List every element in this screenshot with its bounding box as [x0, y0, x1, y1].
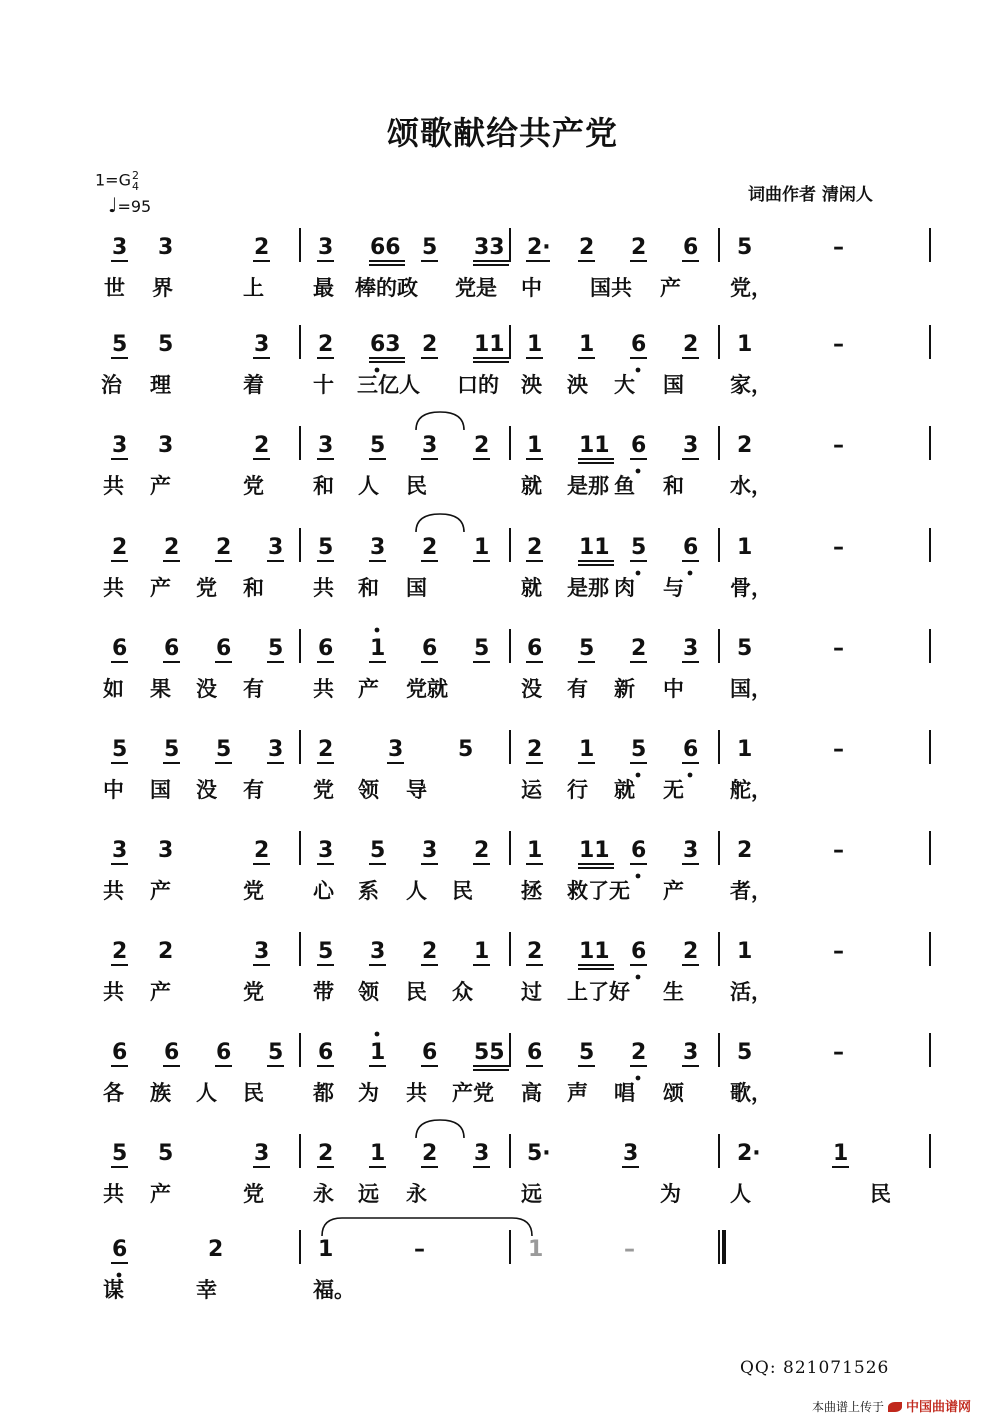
note: 5: [458, 737, 474, 762]
note: 5: [318, 535, 334, 560]
note: 1: [737, 332, 753, 357]
lyric: 族: [150, 1081, 171, 1105]
lyric: 远: [521, 1182, 542, 1206]
lyric: 是那: [567, 576, 609, 600]
lyric: 歌，: [730, 1081, 772, 1105]
note: 2: [254, 235, 270, 260]
lyric: 舵，: [730, 778, 772, 802]
note: –: [833, 737, 844, 762]
lyric: 就: [614, 778, 635, 802]
key-label: 1=G: [95, 170, 131, 190]
lyric: 泱: [521, 373, 542, 397]
lyric: 谋: [103, 1278, 124, 1302]
lyric: 产: [358, 677, 379, 701]
lyric: 和: [358, 576, 379, 600]
lyric: 界: [152, 276, 173, 300]
note: 2: [208, 1237, 224, 1262]
site-logo-icon: [888, 1402, 902, 1412]
slur: [416, 1120, 464, 1138]
lyric: 救了无: [567, 879, 630, 903]
note: 2: [254, 838, 270, 863]
lyric: 活，: [730, 980, 772, 1004]
lyric: 骨，: [730, 576, 772, 600]
note: 6: [527, 1040, 543, 1065]
note: 6: [683, 737, 699, 762]
lyric: 党: [313, 778, 334, 802]
lyric: 共: [103, 879, 124, 903]
note: 11: [579, 939, 610, 964]
lyric: 国: [406, 576, 427, 600]
note: 2: [158, 939, 174, 964]
note: 3: [370, 939, 386, 964]
lyric: 幸: [196, 1278, 217, 1302]
note: 1: [579, 737, 595, 762]
lyric: 党就: [406, 677, 448, 701]
lyric: 没: [196, 677, 217, 701]
note: 2: [422, 535, 438, 560]
note: 3: [623, 1141, 639, 1166]
lyric: 大: [614, 373, 635, 397]
note: 2: [737, 433, 753, 458]
note: 2: [216, 535, 232, 560]
note: –: [833, 1040, 844, 1065]
lyric: 民: [406, 474, 427, 498]
note: 1: [527, 838, 543, 863]
note: 2: [112, 939, 128, 964]
lyric: 共: [103, 1182, 124, 1206]
note: 2: [164, 535, 180, 560]
note: 5: [737, 636, 753, 661]
lyric: 党: [243, 1182, 264, 1206]
note: 1: [474, 535, 490, 560]
lyric: 党: [243, 980, 264, 1004]
note: 3: [318, 433, 334, 458]
note: –: [833, 235, 844, 260]
lyric: 最: [313, 276, 334, 300]
low-octave-dot: [636, 975, 641, 980]
author-credit: 词曲作者 清闲人: [748, 185, 873, 205]
low-octave-dot: [636, 773, 641, 778]
note: 2: [318, 737, 334, 762]
note: 2: [683, 939, 699, 964]
high-octave-dot: [375, 628, 380, 633]
note: 6: [112, 636, 128, 661]
lyric: 无: [663, 778, 684, 802]
note: 3: [683, 1040, 699, 1065]
note: 5: [370, 838, 386, 863]
note: 5: [112, 737, 128, 762]
note: 3: [158, 433, 174, 458]
note: 2: [631, 636, 647, 661]
note: 1: [833, 1141, 849, 1166]
lyric: 福。: [313, 1278, 355, 1302]
lyric: 新: [614, 677, 635, 701]
note: 1: [528, 1237, 544, 1262]
lyric: 没: [196, 778, 217, 802]
high-octave-dot: [375, 1032, 380, 1037]
lyric: 中: [663, 677, 684, 701]
note: 6: [683, 235, 699, 260]
note: 5: [579, 636, 595, 661]
low-octave-dot: [636, 874, 641, 879]
lyric: 产: [150, 474, 171, 498]
note: 2·: [527, 235, 551, 260]
note: 3: [318, 235, 334, 260]
lyric: 上: [243, 276, 264, 300]
note: 1: [370, 1141, 386, 1166]
lyric: 人: [358, 474, 379, 498]
note: 3: [370, 535, 386, 560]
lyric: 过: [521, 980, 542, 1004]
lyric: 都: [313, 1081, 334, 1105]
note: 3: [254, 1141, 270, 1166]
lyric: 众: [452, 980, 473, 1004]
note: 33: [474, 235, 505, 260]
lyric: 人: [406, 879, 427, 903]
note: 66: [370, 235, 401, 260]
note: 5: [631, 535, 647, 560]
note: 2: [318, 1141, 334, 1166]
lyric: 有: [243, 778, 264, 802]
lyric: 民: [452, 879, 473, 903]
note: 3: [422, 433, 438, 458]
lyric: 肉: [614, 576, 635, 600]
lyric: 产: [150, 1182, 171, 1206]
final-barline-thick: [722, 1230, 726, 1264]
note: –: [833, 636, 844, 661]
lyric: 民: [243, 1081, 264, 1105]
note: 2: [474, 433, 490, 458]
lyric: 党是: [455, 276, 497, 300]
lyric: 产: [150, 980, 171, 1004]
note: 6: [631, 838, 647, 863]
low-octave-dot: [688, 571, 693, 576]
site-brand: 中国曲谱网: [906, 1400, 972, 1415]
lyric: 党: [243, 879, 264, 903]
note: 1: [737, 535, 753, 560]
lyric: 带: [313, 980, 334, 1004]
lyric: 中: [521, 276, 542, 300]
note: 5: [422, 235, 438, 260]
note: 3: [422, 838, 438, 863]
note: –: [833, 535, 844, 560]
note: 1: [527, 332, 543, 357]
slur: [416, 514, 464, 532]
note: 2: [579, 235, 595, 260]
note: 1: [579, 332, 595, 357]
note: 5: [737, 1040, 753, 1065]
lyric: 有: [243, 677, 264, 701]
note: 2: [422, 1141, 438, 1166]
note: 6: [112, 1237, 128, 1262]
note: 2: [737, 838, 753, 863]
note: 5: [318, 939, 334, 964]
note: 3: [112, 838, 128, 863]
lyric: 三亿人: [357, 373, 420, 397]
note: 11: [579, 535, 610, 560]
low-octave-dot: [636, 1076, 641, 1081]
lyric: 产党: [452, 1081, 494, 1105]
lyric: 就: [521, 576, 542, 600]
note: 6: [527, 636, 543, 661]
note: 6: [164, 1040, 180, 1065]
lyric: 为: [358, 1081, 379, 1105]
note: 5: [370, 433, 386, 458]
note: 1: [737, 939, 753, 964]
lyric: 着: [243, 373, 264, 397]
note: 3: [158, 235, 174, 260]
low-octave-dot: [636, 571, 641, 576]
note: 6: [631, 433, 647, 458]
note: 11: [579, 433, 610, 458]
lyric: 为: [660, 1182, 681, 1206]
lyric: 产: [660, 276, 681, 300]
note: 3: [254, 939, 270, 964]
lyric: 水，: [730, 474, 772, 498]
lyric: 生: [663, 980, 684, 1004]
lyric: 有: [567, 677, 588, 701]
note: 3: [254, 332, 270, 357]
lyric: 行: [567, 778, 588, 802]
note: 2: [474, 838, 490, 863]
lyric: 共: [103, 576, 124, 600]
note: –: [414, 1237, 425, 1262]
lyric: 民: [870, 1182, 891, 1206]
lyric: 心: [313, 879, 334, 903]
note: 5·: [527, 1141, 551, 1166]
note: 1: [370, 1040, 386, 1065]
note: –: [833, 838, 844, 863]
lyric: 运: [521, 778, 542, 802]
note: 6: [216, 636, 232, 661]
note: 1: [737, 737, 753, 762]
note: 55: [474, 1040, 505, 1065]
note: 2·: [737, 1141, 761, 1166]
lyric: 党，: [730, 276, 772, 300]
lyric: 治: [101, 373, 122, 397]
note: 5: [164, 737, 180, 762]
lyric: 民: [406, 980, 427, 1004]
lyric: 者，: [730, 879, 772, 903]
lyric: 共: [313, 677, 334, 701]
footer-text: 本曲谱上传于: [812, 1400, 885, 1414]
note: 6: [216, 1040, 232, 1065]
note: 6: [422, 636, 438, 661]
lyric: 领: [358, 980, 379, 1004]
note: 5: [158, 332, 174, 357]
lyric: 国，: [730, 677, 772, 701]
lyric: 就: [521, 474, 542, 498]
lyric: 国: [663, 373, 684, 397]
lyric: 鱼: [614, 474, 635, 498]
note: 5: [737, 235, 753, 260]
lyric: 国: [150, 778, 171, 802]
lyric: 是那: [567, 474, 609, 498]
lyric: 果: [150, 677, 171, 701]
note: 3: [474, 1141, 490, 1166]
lyric: 没: [521, 677, 542, 701]
note: 1: [370, 636, 386, 661]
lyric: 国共: [590, 276, 632, 300]
lyric: 和: [663, 474, 684, 498]
note: 5: [631, 737, 647, 762]
note: 2: [527, 737, 543, 762]
note: 3: [268, 535, 284, 560]
note: 3: [683, 636, 699, 661]
lyric: 共: [103, 474, 124, 498]
lyric: 上了好: [567, 980, 630, 1004]
lyric: 共: [406, 1081, 427, 1105]
note: 5: [474, 636, 490, 661]
note: 3: [388, 737, 404, 762]
note: 2: [254, 433, 270, 458]
note: 11: [474, 332, 505, 357]
lyric: 产: [150, 576, 171, 600]
note: 2: [631, 1040, 647, 1065]
note: 6: [164, 636, 180, 661]
lyric: 十: [313, 373, 334, 397]
lyric: 党: [243, 474, 264, 498]
lyric: 党: [196, 576, 217, 600]
note: 2: [422, 939, 438, 964]
lyric: 导: [406, 778, 427, 802]
note: 5: [112, 1141, 128, 1166]
quarter-note-icon: ♩: [108, 193, 118, 217]
low-octave-dot: [636, 368, 641, 373]
upload-footer: [812, 1396, 971, 1415]
note: –: [833, 939, 844, 964]
lyric: 拯: [521, 879, 542, 903]
note: 5: [112, 332, 128, 357]
lyric: 泱: [567, 373, 588, 397]
lyric: 人: [196, 1081, 217, 1105]
lyric: 共: [103, 980, 124, 1004]
lyric: 和: [313, 474, 334, 498]
note: 5: [579, 1040, 595, 1065]
low-octave-dot: [636, 469, 641, 474]
note: 5: [268, 636, 284, 661]
low-octave-dot: [117, 1273, 122, 1278]
lyric: 产: [663, 879, 684, 903]
lyric: 系: [358, 879, 379, 903]
lyric: 共: [313, 576, 334, 600]
time-sig-top: 2: [131, 169, 139, 182]
lyric: 永: [313, 1182, 334, 1206]
note: 5: [158, 1141, 174, 1166]
time-sig-bottom: 4: [131, 180, 139, 193]
note: 63: [370, 332, 401, 357]
lyric: 人: [730, 1182, 751, 1206]
low-octave-dot: [375, 368, 380, 373]
note: 6: [422, 1040, 438, 1065]
lyric: 远: [358, 1182, 379, 1206]
slur: [416, 412, 464, 430]
lyric: 领: [358, 778, 379, 802]
note: 2: [422, 332, 438, 357]
tie: [322, 1218, 532, 1236]
note: 6: [631, 332, 647, 357]
note: –: [833, 332, 844, 357]
note: 6: [318, 1040, 334, 1065]
note: 3: [683, 838, 699, 863]
note: 2: [631, 235, 647, 260]
lyric: 唱: [614, 1081, 635, 1105]
lyric: 如: [103, 677, 124, 701]
note: 1: [318, 1237, 334, 1262]
note: 2: [527, 939, 543, 964]
note: 3: [112, 235, 128, 260]
note: 2: [318, 332, 334, 357]
lyric: 和: [243, 576, 264, 600]
lyric: 棒的政: [355, 276, 418, 300]
lyric: 颂: [663, 1081, 684, 1105]
note: 6: [318, 636, 334, 661]
lyric: 产: [150, 879, 171, 903]
note: 11: [579, 838, 610, 863]
note: –: [624, 1237, 635, 1262]
lyric: 家，: [730, 373, 772, 397]
lyric: 世: [104, 276, 125, 300]
note: 2: [112, 535, 128, 560]
lyric: 中: [103, 778, 124, 802]
note: 6: [683, 535, 699, 560]
note: 3: [683, 433, 699, 458]
note: 5: [216, 737, 232, 762]
low-octave-dot: [688, 773, 693, 778]
song-title: 颂歌献给共产党: [386, 114, 618, 152]
note: 6: [631, 939, 647, 964]
note: 1: [474, 939, 490, 964]
lyric: 永: [406, 1182, 427, 1206]
note: –: [833, 433, 844, 458]
lyric: 与: [663, 576, 684, 600]
lyric: 声: [567, 1081, 588, 1105]
note: 3: [268, 737, 284, 762]
tempo-value: =95: [117, 197, 152, 216]
note: 6: [112, 1040, 128, 1065]
note: 3: [318, 838, 334, 863]
note: 1: [527, 433, 543, 458]
qq-contact: QQ: 821071526: [740, 1358, 890, 1378]
lyric: 理: [150, 373, 171, 397]
note: 3: [112, 433, 128, 458]
lyric: 口的: [457, 373, 499, 397]
note: 5: [268, 1040, 284, 1065]
lyric: 高: [521, 1081, 542, 1105]
note: 2: [683, 332, 699, 357]
note: 3: [158, 838, 174, 863]
note: 2: [527, 535, 543, 560]
lyric: 各: [103, 1081, 124, 1105]
